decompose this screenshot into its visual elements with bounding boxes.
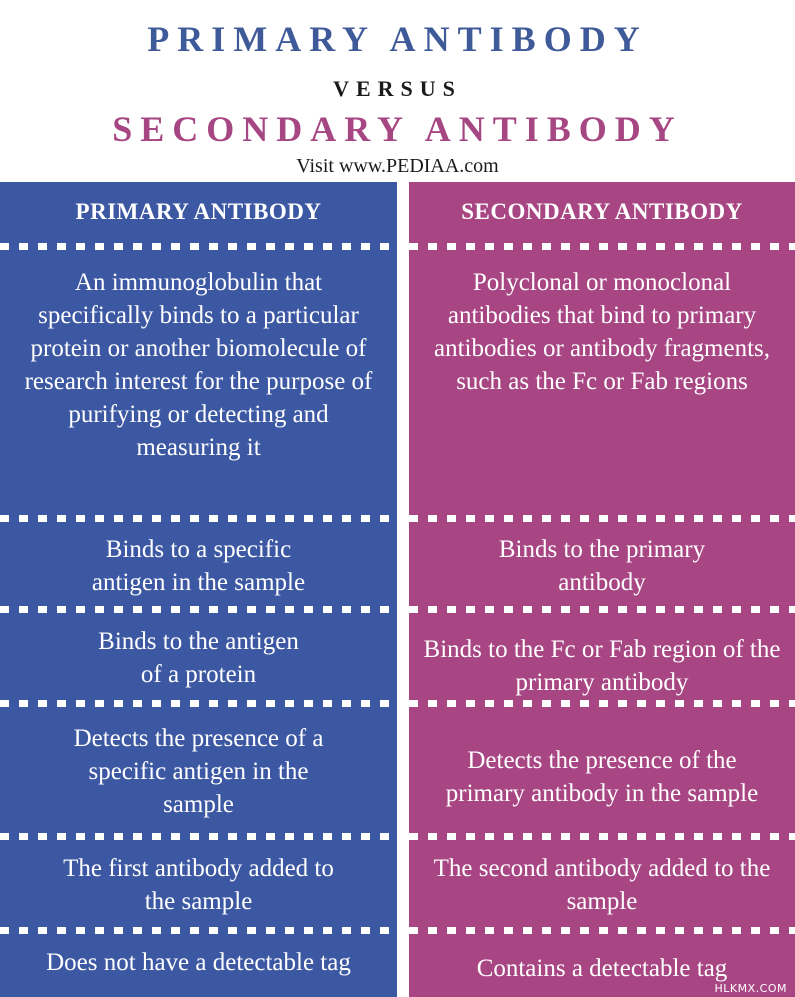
row-divider [409, 833, 795, 840]
primary-row-detection: Detects the presence of a specific antigen in the sample [73, 724, 324, 818]
secondary-column [409, 182, 795, 997]
row-divider [409, 700, 795, 707]
row-divider [409, 927, 795, 934]
secondary-column-heading: SECONDARY ANTIBODY [461, 198, 743, 224]
secondary-row-binding: Binds to the primary antibody [498, 536, 706, 596]
secondary-row-definition: Polyclonal or monoclonal antibodies that bind to primary antibodies or antibody fragments, such as the Fc or Fab regions [433, 269, 771, 395]
row-divider [0, 700, 397, 707]
row-divider [0, 833, 397, 840]
row-divider [409, 606, 795, 613]
row-divider [0, 243, 397, 250]
secondary-row-tag: Contains a detectable tag [476, 954, 728, 982]
primary-row-order: The first antibody added to the sample [63, 855, 334, 915]
primary-row-binding: Binds to a specific antigen in the sample [91, 536, 306, 596]
primary-row-definition: An immunoglobulin that specifically binds to a particular protein or another biomolecule of research interest for the purpose of purifying or detecting and measuring it [24, 269, 373, 461]
primary-row-tag: Does not have a detectable tag [46, 948, 351, 976]
secondary-row-binding-site: Binds to the Fc or Fab region of the primary antibody [423, 636, 781, 696]
row-divider [0, 515, 397, 522]
row-divider [409, 243, 795, 250]
title-secondary-antibody: SECONDARY ANTIBODY [112, 109, 683, 149]
primary-row-binding-site: Binds to the antigen of a protein [98, 628, 299, 688]
secondary-row-order: The second antibody added to the sample [433, 855, 771, 915]
secondary-row-detection: Detects the presence of the primary antibody in the sample [445, 747, 759, 807]
title-primary-antibody: PRIMARY ANTIBODY [147, 19, 648, 59]
versus-label: VERSUS [333, 76, 462, 101]
row-divider [409, 515, 795, 522]
watermark-text: HLKMX.COM [714, 982, 787, 995]
primary-column [0, 182, 397, 997]
primary-column-heading: PRIMARY ANTIBODY [75, 198, 322, 224]
row-divider [0, 927, 397, 934]
visit-link-text: Visit www.PEDIAA.com [296, 155, 499, 177]
row-divider [0, 606, 397, 613]
